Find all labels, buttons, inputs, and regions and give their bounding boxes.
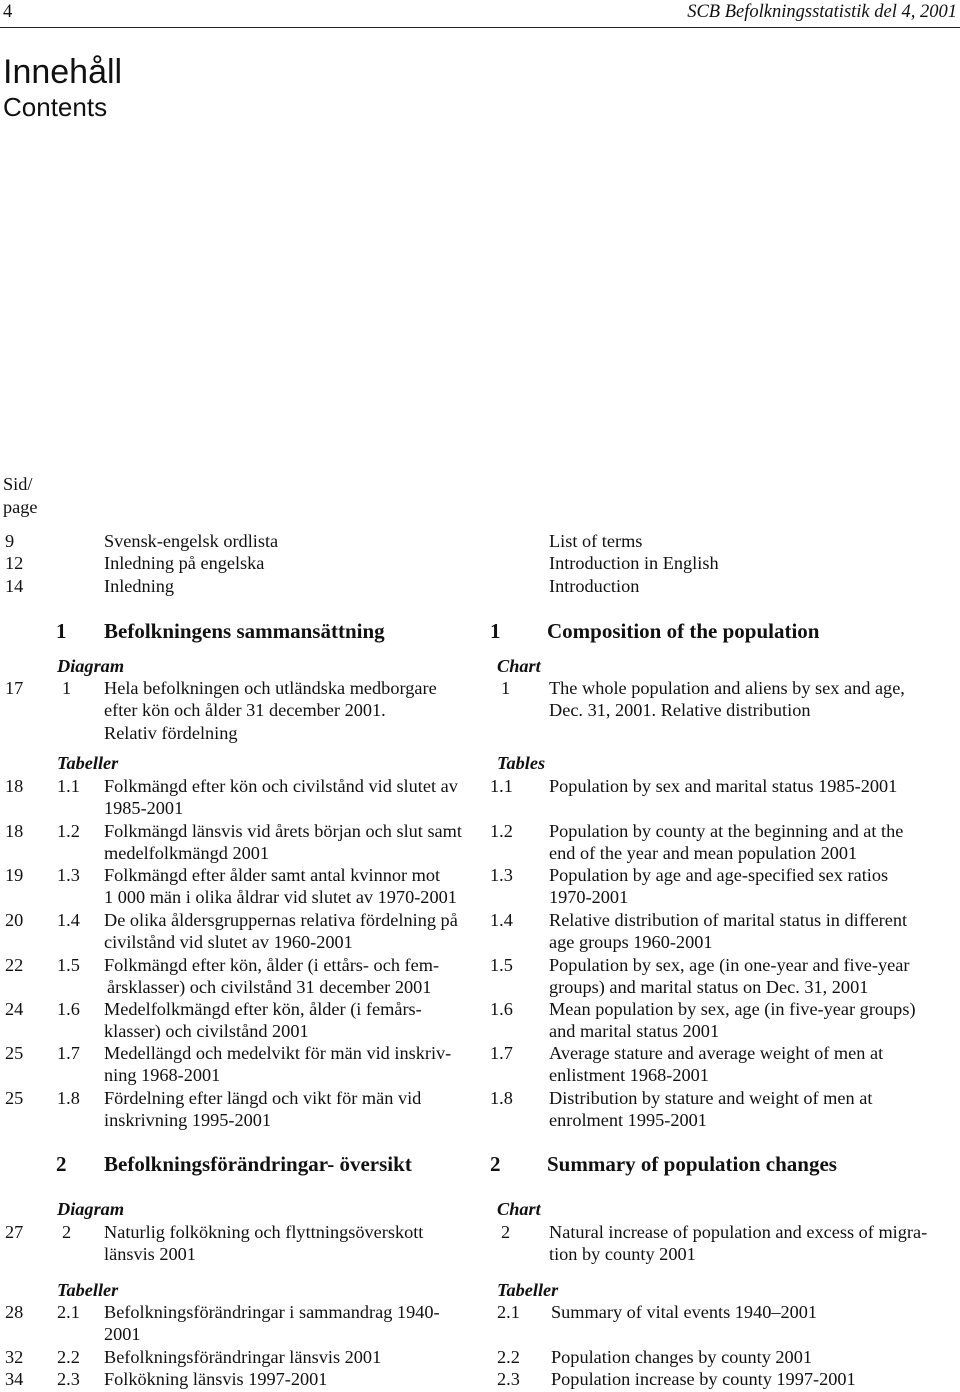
toc-title-line: 2001	[104, 1324, 141, 1345]
toc-title-line: Summary of vital events 1940–2001	[551, 1302, 818, 1322]
toc-page-number: 9	[5, 531, 15, 551]
toc-title-line: ning 1968-2001	[104, 1065, 221, 1086]
toc-title-en	[549, 775, 897, 797]
toc-title-line: Distribution by stature and weight of men at	[549, 1088, 873, 1108]
page-column-label-line: Sid/	[3, 474, 33, 494]
toc-title-line: 1 000 män i olika åldrar vid slutet av 1970-2001	[104, 887, 457, 908]
toc-title-line: Folkmängd efter kön, ålder (i ettårs- och fem-	[104, 955, 440, 975]
toc-title-line: klasser) och civilstånd 2001	[104, 1021, 309, 1042]
toc-item-number-sv: 1	[62, 678, 72, 698]
toc-title-line: 1970-2001	[549, 887, 629, 908]
toc-page-number: 22	[5, 955, 24, 975]
header-rule	[0, 27, 960, 28]
toc-title-en: Introduction	[549, 576, 640, 596]
toc-title-en	[551, 1368, 856, 1390]
section-title-sv: Befolkningsförändringar- översikt	[104, 1152, 412, 1176]
section-number-sv: 2	[56, 1152, 67, 1176]
page-column-label-line: page	[3, 496, 38, 517]
toc-item-number-en: 2.3	[497, 1369, 520, 1389]
toc-title-en	[549, 864, 888, 909]
toc-title-line: groups) and marital status on Dec. 31, 2001	[549, 977, 869, 998]
toc-title-en	[549, 1042, 883, 1087]
toc-title-sv	[104, 864, 457, 909]
toc-title-line: The whole population and aliens by sex and age,	[549, 678, 905, 698]
toc-title-line: Befolkningsförändringar i sammandrag 1940-	[104, 1302, 440, 1322]
section-title-en: Composition of the population	[547, 619, 820, 643]
toc-item-number-en: 1.5	[490, 955, 513, 975]
toc-title-line: Folkmängd efter kön och civilstånd vid slutet av	[104, 776, 458, 796]
toc-title-line: Population changes by county 2001	[551, 1347, 812, 1367]
toc-title-en	[549, 998, 916, 1043]
toc-item-number-en: 1.8	[490, 1088, 513, 1108]
toc-title-line: Befolkningsförändringar länsvis 2001	[104, 1347, 382, 1367]
toc-title-line: Population increase by county 1997-2001	[551, 1369, 856, 1389]
toc-title-sv	[104, 1087, 421, 1132]
toc-title-line: Natural increase of population and excess of migra-	[549, 1222, 928, 1242]
toc-title-line: Folkmängd länsvis vid årets början och slut samt	[104, 821, 462, 841]
toc-title-line: inskrivning 1995-2001	[104, 1110, 272, 1131]
section-number-en: 1	[490, 619, 501, 643]
toc-item-number-sv: 1.5	[57, 955, 80, 975]
toc-item-number-sv: 1.7	[57, 1043, 80, 1063]
group-label-sv: Tabeller	[57, 753, 119, 773]
section-number-sv: 1	[56, 619, 67, 643]
toc-item-number-sv: 2.3	[57, 1369, 80, 1389]
page-number: 4	[3, 2, 13, 22]
toc-title-line: Relative distribution of marital status in different	[549, 910, 908, 930]
toc-title-sv	[104, 954, 439, 999]
toc-item-number-sv: 2.1	[57, 1302, 80, 1322]
toc-title-sv: Inledning	[104, 576, 175, 596]
toc-title-line: Medelfolkmängd efter kön, ålder (i femårs-	[104, 999, 422, 1019]
toc-item-number-sv: 1.1	[57, 776, 80, 796]
toc-title-line: Average stature and average weight of men at	[549, 1043, 884, 1063]
toc-title-sv	[104, 775, 458, 820]
toc-item-number-sv: 1.8	[57, 1088, 80, 1108]
toc-page-number: 18	[5, 776, 24, 796]
toc-page-number: 18	[5, 821, 24, 841]
toc-page-number: 32	[5, 1347, 24, 1367]
group-label-en: Tabeller	[497, 1280, 559, 1300]
group-label-sv: Tabeller	[57, 1280, 119, 1300]
toc-title-line: enrolment 1995-2001	[549, 1110, 707, 1131]
group-label-en: Chart	[497, 1199, 541, 1219]
toc-item-number-sv: 1.2	[57, 821, 80, 841]
group-label-en: Chart	[497, 656, 541, 676]
toc-title-line: medelfolkmängd 2001	[104, 843, 270, 864]
toc-item-number-sv: 2.2	[57, 1347, 80, 1367]
toc-title-en	[549, 1221, 927, 1266]
page-column-label	[3, 473, 38, 518]
toc-title-sv: Svensk-engelsk ordlista	[104, 531, 279, 551]
toc-title-line: age groups 1960-2001	[549, 932, 713, 953]
toc-title-sv	[104, 909, 458, 954]
running-title: SCB Befolkningsstatistik del 4, 2001	[687, 2, 957, 22]
group-label-sv: Diagram	[57, 1199, 125, 1219]
toc-page-number: 17	[5, 678, 24, 698]
toc-title-line: Dec. 31, 2001. Relative distribution	[549, 700, 811, 721]
toc-title-en	[551, 1346, 812, 1368]
toc-title-en	[549, 954, 909, 999]
toc-item-number-en: 2.2	[497, 1347, 520, 1367]
toc-title-line: Population by age and age-specified sex ratios	[549, 865, 889, 885]
toc-title-line: De olika åldersgruppernas relativa fördelning på	[104, 910, 458, 930]
toc-title-line: Medellängd och medelvikt för män vid inskriv-	[104, 1043, 452, 1063]
page-subtitle: Contents	[3, 92, 108, 122]
toc-title-line: civilstånd vid slutet av 1960-2001	[104, 932, 353, 953]
toc-title-line: Fördelning efter längd och vikt för män vid	[104, 1088, 422, 1108]
toc-title-en	[549, 1087, 872, 1132]
toc-item-number-en: 2.1	[497, 1302, 520, 1322]
toc-title-en	[549, 677, 905, 722]
toc-title-line: end of the year and mean population 2001	[549, 843, 858, 864]
toc-title-sv	[104, 998, 422, 1043]
toc-title-line: 1985-2001	[104, 798, 184, 819]
toc-title-sv	[104, 1346, 381, 1368]
toc-title-line: enlistment 1968-2001	[549, 1065, 709, 1086]
toc-page-number: 12	[5, 553, 24, 573]
group-label-sv: Diagram	[57, 656, 125, 676]
toc-page-number: 19	[5, 865, 24, 885]
toc-title-en	[549, 909, 907, 954]
toc-title-en: Introduction in English	[549, 553, 719, 573]
toc-title-en	[551, 1301, 817, 1323]
toc-title-line: Naturlig folkökning och flyttningsöverskott	[104, 1222, 424, 1242]
section-number-en: 2	[490, 1152, 501, 1176]
toc-item-number-en: 2	[501, 1222, 511, 1242]
toc-title-sv	[104, 820, 462, 865]
toc-page-number: 25	[5, 1088, 24, 1108]
page-title: Innehåll	[3, 53, 123, 91]
toc-title-line: länsvis 2001	[104, 1244, 196, 1265]
toc-title-line: Population by county at the beginning and at the	[549, 821, 904, 841]
toc-title-sv	[104, 677, 437, 744]
toc-item-number-en: 1.3	[490, 865, 513, 885]
toc-item-number-en: 1.4	[490, 910, 513, 930]
toc-item-number-en: 1.2	[490, 821, 513, 841]
toc-page-number: 14	[5, 576, 24, 596]
toc-title-sv	[104, 1301, 440, 1346]
toc-title-line: and marital status 2001	[549, 1021, 720, 1042]
toc-item-number-sv: 1.4	[57, 910, 80, 930]
toc-item-number-sv: 1.6	[57, 999, 80, 1019]
toc-title-line: Folkmängd efter ålder samt antal kvinnor mot	[104, 865, 441, 885]
section-title-en: Summary of population changes	[547, 1152, 837, 1176]
toc-title-line: Population by sex and marital status 1985-2001	[549, 776, 898, 796]
toc-title-line: Hela befolkningen och utländska medborgare	[104, 678, 437, 698]
toc-item-number-en: 1.1	[490, 776, 513, 796]
toc-title-sv	[104, 1042, 451, 1087]
toc-page-number: 24	[5, 999, 24, 1019]
toc-title-line: Mean population by sex, age (in five-year groups)	[549, 999, 916, 1019]
toc-item-number-en: 1.6	[490, 999, 513, 1019]
toc-title-en	[549, 820, 903, 865]
section-title-sv: Befolkningens sammansättning	[104, 619, 385, 643]
toc-page-number: 28	[5, 1302, 24, 1322]
toc-item-number-en: 1.7	[490, 1043, 513, 1063]
toc-title-sv: Inledning på engelska	[104, 553, 265, 573]
toc-title-line: tion by county 2001	[549, 1244, 696, 1265]
toc-page-number: 25	[5, 1043, 24, 1063]
toc-title-line: Population by sex, age (in one-year and five-year	[549, 955, 910, 975]
toc-item-number-en: 1	[501, 678, 511, 698]
toc-title-sv	[104, 1221, 423, 1266]
toc-title-sv	[104, 1368, 327, 1390]
toc-title-line: efter kön och ålder 31 december 2001.	[104, 700, 386, 721]
toc-item-number-sv: 1.3	[57, 865, 80, 885]
toc-title-line: Relativ fördelning	[104, 722, 238, 743]
toc-page-number: 34	[5, 1369, 24, 1389]
toc-title-en: List of terms	[549, 531, 643, 551]
toc-page-number: 20	[5, 910, 24, 930]
toc-page-number: 27	[5, 1222, 24, 1242]
group-label-en: Tables	[497, 753, 546, 773]
toc-title-line: Folkökning länsvis 1997-2001	[104, 1369, 328, 1389]
toc-item-number-sv: 2	[62, 1222, 72, 1242]
toc-title-line: årsklasser) och civilstånd 31 december 2001	[107, 977, 432, 998]
